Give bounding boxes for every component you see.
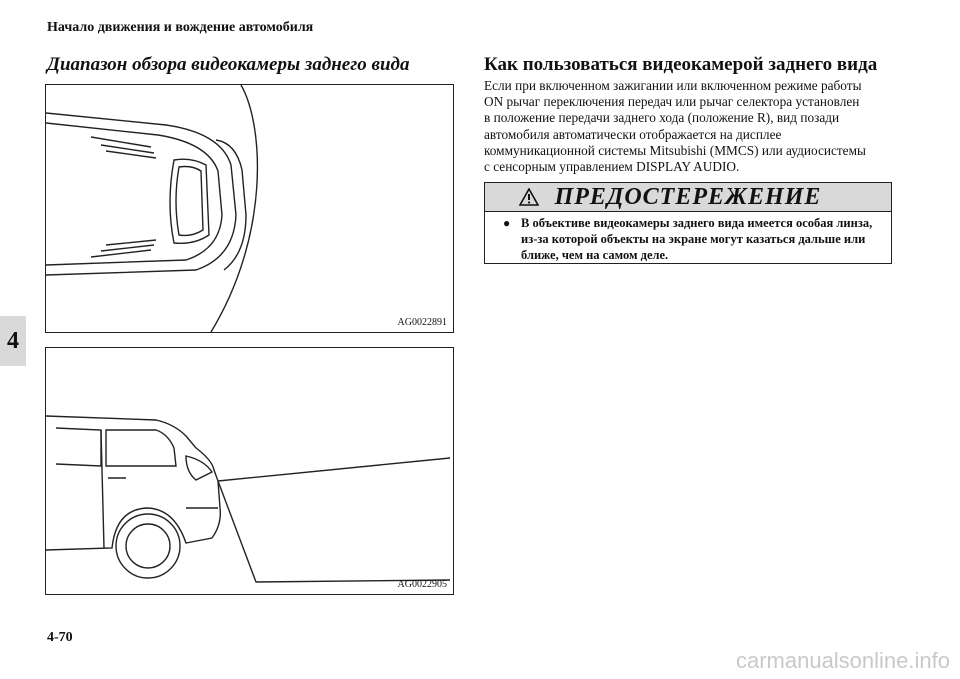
figure-code: AG0022905	[397, 579, 447, 590]
roof-rail-top	[91, 137, 156, 158]
bullet-icon: ●	[503, 216, 511, 230]
side-view-illustration	[46, 348, 453, 594]
warning-line: В объективе видеокамеры заднего вида имеется особая линза,	[521, 216, 873, 230]
warning-line: из-за которой объекты на экране могут казаться дальше или	[521, 232, 866, 246]
camera-range-title: Диапазон обзора видеокамеры заднего вида	[47, 54, 410, 75]
paragraph-line: Если при включенном зажигании или включенном режиме работы	[484, 78, 862, 93]
warning-text	[521, 215, 872, 263]
paragraph-line: в положение передачи заднего хода (положение R), вид позади	[484, 110, 840, 126]
figure-code: AG0022891	[397, 317, 447, 328]
figure-side-view	[45, 347, 454, 595]
warning-title: ПРЕДОСТЕРЕЖЕНИЕ	[554, 183, 822, 210]
warning-header	[485, 183, 891, 212]
view-range-arc	[211, 85, 257, 332]
paragraph-line: с сенсорным управлением DISPLAY AUDIO.	[484, 159, 740, 175]
paragraph-line: коммуникационной системы Mitsubishi (MMCS) или аудиосистемы	[484, 142, 866, 158]
top-view-illustration	[46, 85, 453, 332]
roof-rail-bottom	[91, 240, 156, 257]
chapter-tab: 4	[0, 316, 26, 366]
warning-line: ближе, чем на самом деле.	[521, 248, 669, 262]
section-header: Начало движения и вождение автомобиля	[47, 20, 314, 35]
page-number: 4-70	[47, 630, 73, 645]
how-to-use-title: Как пользоваться видеокамерой заднего вида	[484, 54, 878, 75]
watermark: carmanualsonline.info	[735, 648, 950, 673]
rear-side-window	[106, 430, 176, 466]
warning-box	[484, 182, 892, 264]
warning-triangle-icon	[519, 188, 539, 206]
view-range-lower-line	[218, 481, 450, 582]
rear-door-line	[101, 430, 104, 548]
figure-top-view	[45, 84, 454, 333]
paragraph-line: автомобиля автоматически отображается на дисплее	[484, 126, 782, 142]
instructions-paragraph	[484, 78, 904, 175]
view-range-upper-line	[218, 458, 450, 481]
paragraph-line: ON рычаг переключения передач или рычаг селектора установлен	[484, 94, 860, 110]
